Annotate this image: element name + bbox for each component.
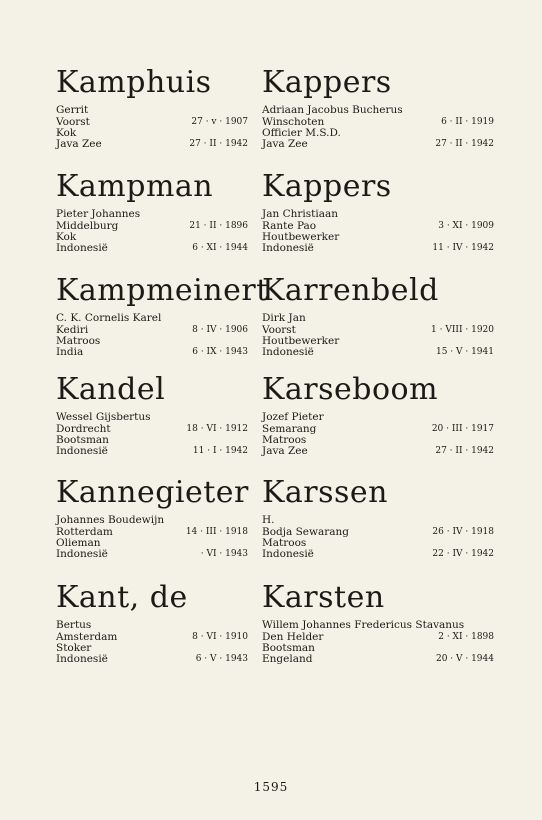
given-names: Johannes Boudewijn <box>56 514 165 526</box>
rank: Houtbewerker <box>262 335 340 347</box>
birth-date: 3 · XI · 1909 <box>438 221 494 231</box>
death-place: Indonesië <box>56 548 108 560</box>
rank: Officier M.S.D. <box>262 127 341 139</box>
birth-date: 27 · v · 1907 <box>191 117 248 127</box>
memorial-entry <box>262 373 494 457</box>
memorial-entry <box>262 274 494 358</box>
birth-date: 18 · VI · 1912 <box>186 424 248 434</box>
death-row <box>56 139 248 150</box>
memorial-entry <box>56 66 248 150</box>
death-place: Java Zee <box>56 138 102 150</box>
rank: Kok <box>56 127 77 139</box>
death-date: 11 · I · 1942 <box>192 446 248 456</box>
death-date: 15 · V · 1941 <box>435 347 494 357</box>
given-names: H. <box>262 514 275 526</box>
surname: Karssen <box>262 475 389 510</box>
death-row <box>56 347 248 358</box>
memorial-entry <box>56 273 269 358</box>
rank: Bootsman <box>262 642 315 654</box>
birth-row <box>262 117 494 128</box>
birth-row <box>56 527 248 538</box>
birth-place: Bodja Sewarang <box>262 526 350 538</box>
given-names: Jozef Pieter <box>262 411 324 423</box>
birth-place: Dordrecht <box>56 423 111 435</box>
death-date: 20 · V · 1944 <box>435 654 494 664</box>
memorial-page <box>56 65 494 726</box>
death-date: 6 · IX · 1943 <box>192 347 248 357</box>
memorial-entry <box>262 581 494 665</box>
birth-row <box>262 632 494 643</box>
birth-date: 20 · III · 1917 <box>431 424 494 434</box>
given-names: Bertus <box>56 619 92 631</box>
death-date: 22 · IV · 1942 <box>432 549 494 559</box>
death-row <box>56 549 248 560</box>
death-place: Java Zee <box>262 445 308 457</box>
death-row <box>262 549 494 560</box>
birth-row <box>56 117 248 128</box>
given-names: Adriaan Jacobus Bucherus <box>262 104 403 116</box>
death-row <box>56 243 248 254</box>
birth-date: 8 · VI · 1910 <box>192 632 248 642</box>
death-date: 27 · II · 1942 <box>189 139 248 149</box>
death-date: 11 · IV · 1942 <box>432 243 494 253</box>
death-place: India <box>56 346 84 358</box>
rank: Houtbewerker <box>262 231 340 243</box>
surname: Karrenbeld <box>262 273 439 308</box>
birth-place: Middelburg <box>56 220 119 232</box>
surname: Kant, de <box>56 580 188 615</box>
rank: Matroos <box>262 434 307 446</box>
birth-row <box>262 527 494 538</box>
birth-date: 26 · IV · 1918 <box>432 527 494 537</box>
birth-row <box>56 632 248 643</box>
memorial-entry <box>56 170 248 254</box>
birth-date: 21 · II · 1896 <box>189 221 248 231</box>
death-row <box>262 654 494 665</box>
death-date: 6 · XI · 1944 <box>192 243 248 253</box>
death-date: 27 · II · 1942 <box>435 446 494 456</box>
death-place: Indonesië <box>56 445 108 457</box>
death-place: Engeland <box>262 653 313 665</box>
death-date: · VI · 1943 <box>200 549 248 559</box>
death-row <box>262 243 494 254</box>
rank: Kok <box>56 231 77 243</box>
given-names: Jan Christiaan <box>262 208 338 220</box>
death-place: Indonesië <box>56 242 108 254</box>
birth-place: Rante Pao <box>262 220 317 232</box>
memorial-entry <box>262 66 494 150</box>
birth-date: 8 · IV · 1906 <box>192 325 248 335</box>
death-place: Indonesië <box>262 346 314 358</box>
death-date: 27 · II · 1942 <box>435 139 494 149</box>
birth-row <box>262 221 494 232</box>
surname: Karsten <box>262 580 385 615</box>
surname: Kappers <box>262 169 392 204</box>
given-names: Wessel Gijsbertus <box>56 411 151 423</box>
birth-date: 6 · II · 1919 <box>441 117 494 127</box>
birth-row <box>56 424 248 435</box>
given-names: Dirk Jan <box>262 312 306 324</box>
birth-row <box>262 325 494 336</box>
page-number: 1595 <box>253 780 289 794</box>
memorial-entry <box>262 170 494 254</box>
birth-date: 14 · III · 1918 <box>185 527 248 537</box>
given-names: C. K. Cornelis Karel <box>56 312 162 324</box>
rank: Matroos <box>262 537 307 549</box>
memorial-entry <box>56 581 248 665</box>
surname: Kandel <box>56 372 166 407</box>
death-place: Indonesië <box>262 242 314 254</box>
death-place: Java Zee <box>262 138 308 150</box>
birth-date: 2 · XI · 1898 <box>438 632 494 642</box>
birth-place: Amsterdam <box>56 631 118 643</box>
death-row <box>262 139 494 150</box>
rank: Olieman <box>56 537 101 549</box>
rank: Bootsman <box>56 434 109 446</box>
death-row <box>56 446 248 457</box>
given-names: Pieter Johannes <box>56 208 141 220</box>
death-date: 6 · V · 1943 <box>195 654 248 664</box>
birth-place: Rotterdam <box>56 526 113 538</box>
memorial-entry <box>56 476 248 560</box>
birth-place: Winschoten <box>262 116 325 128</box>
death-row <box>56 654 248 665</box>
death-place: Indonesië <box>56 653 108 665</box>
rank: Stoker <box>56 642 92 654</box>
memorial-entry <box>262 476 494 560</box>
rank: Matroos <box>56 335 101 347</box>
birth-row <box>56 325 248 336</box>
surname: Kampmeinert <box>56 273 269 308</box>
death-row <box>262 347 494 358</box>
surname: Kappers <box>262 65 392 100</box>
given-names: Gerrit <box>56 104 89 116</box>
birth-row <box>262 424 494 435</box>
death-row <box>262 446 494 457</box>
surname: Karseboom <box>262 372 439 407</box>
death-place: Indonesië <box>262 548 314 560</box>
memorial-entry <box>56 373 248 457</box>
birth-place: Kediri <box>56 324 89 336</box>
birth-place: Voorst <box>262 324 296 336</box>
birth-row <box>56 221 248 232</box>
surname: Kannegieter <box>56 475 249 510</box>
birth-place: Den Helder <box>262 631 324 643</box>
birth-date: 1 · VIII · 1920 <box>431 325 494 335</box>
surname: Kamphuis <box>56 65 212 100</box>
birth-place: Semarang <box>262 423 317 435</box>
given-names: Willem Johannes Fredericus Stavanus <box>262 619 465 631</box>
birth-place: Voorst <box>56 116 90 128</box>
surname: Kampman <box>56 169 214 204</box>
